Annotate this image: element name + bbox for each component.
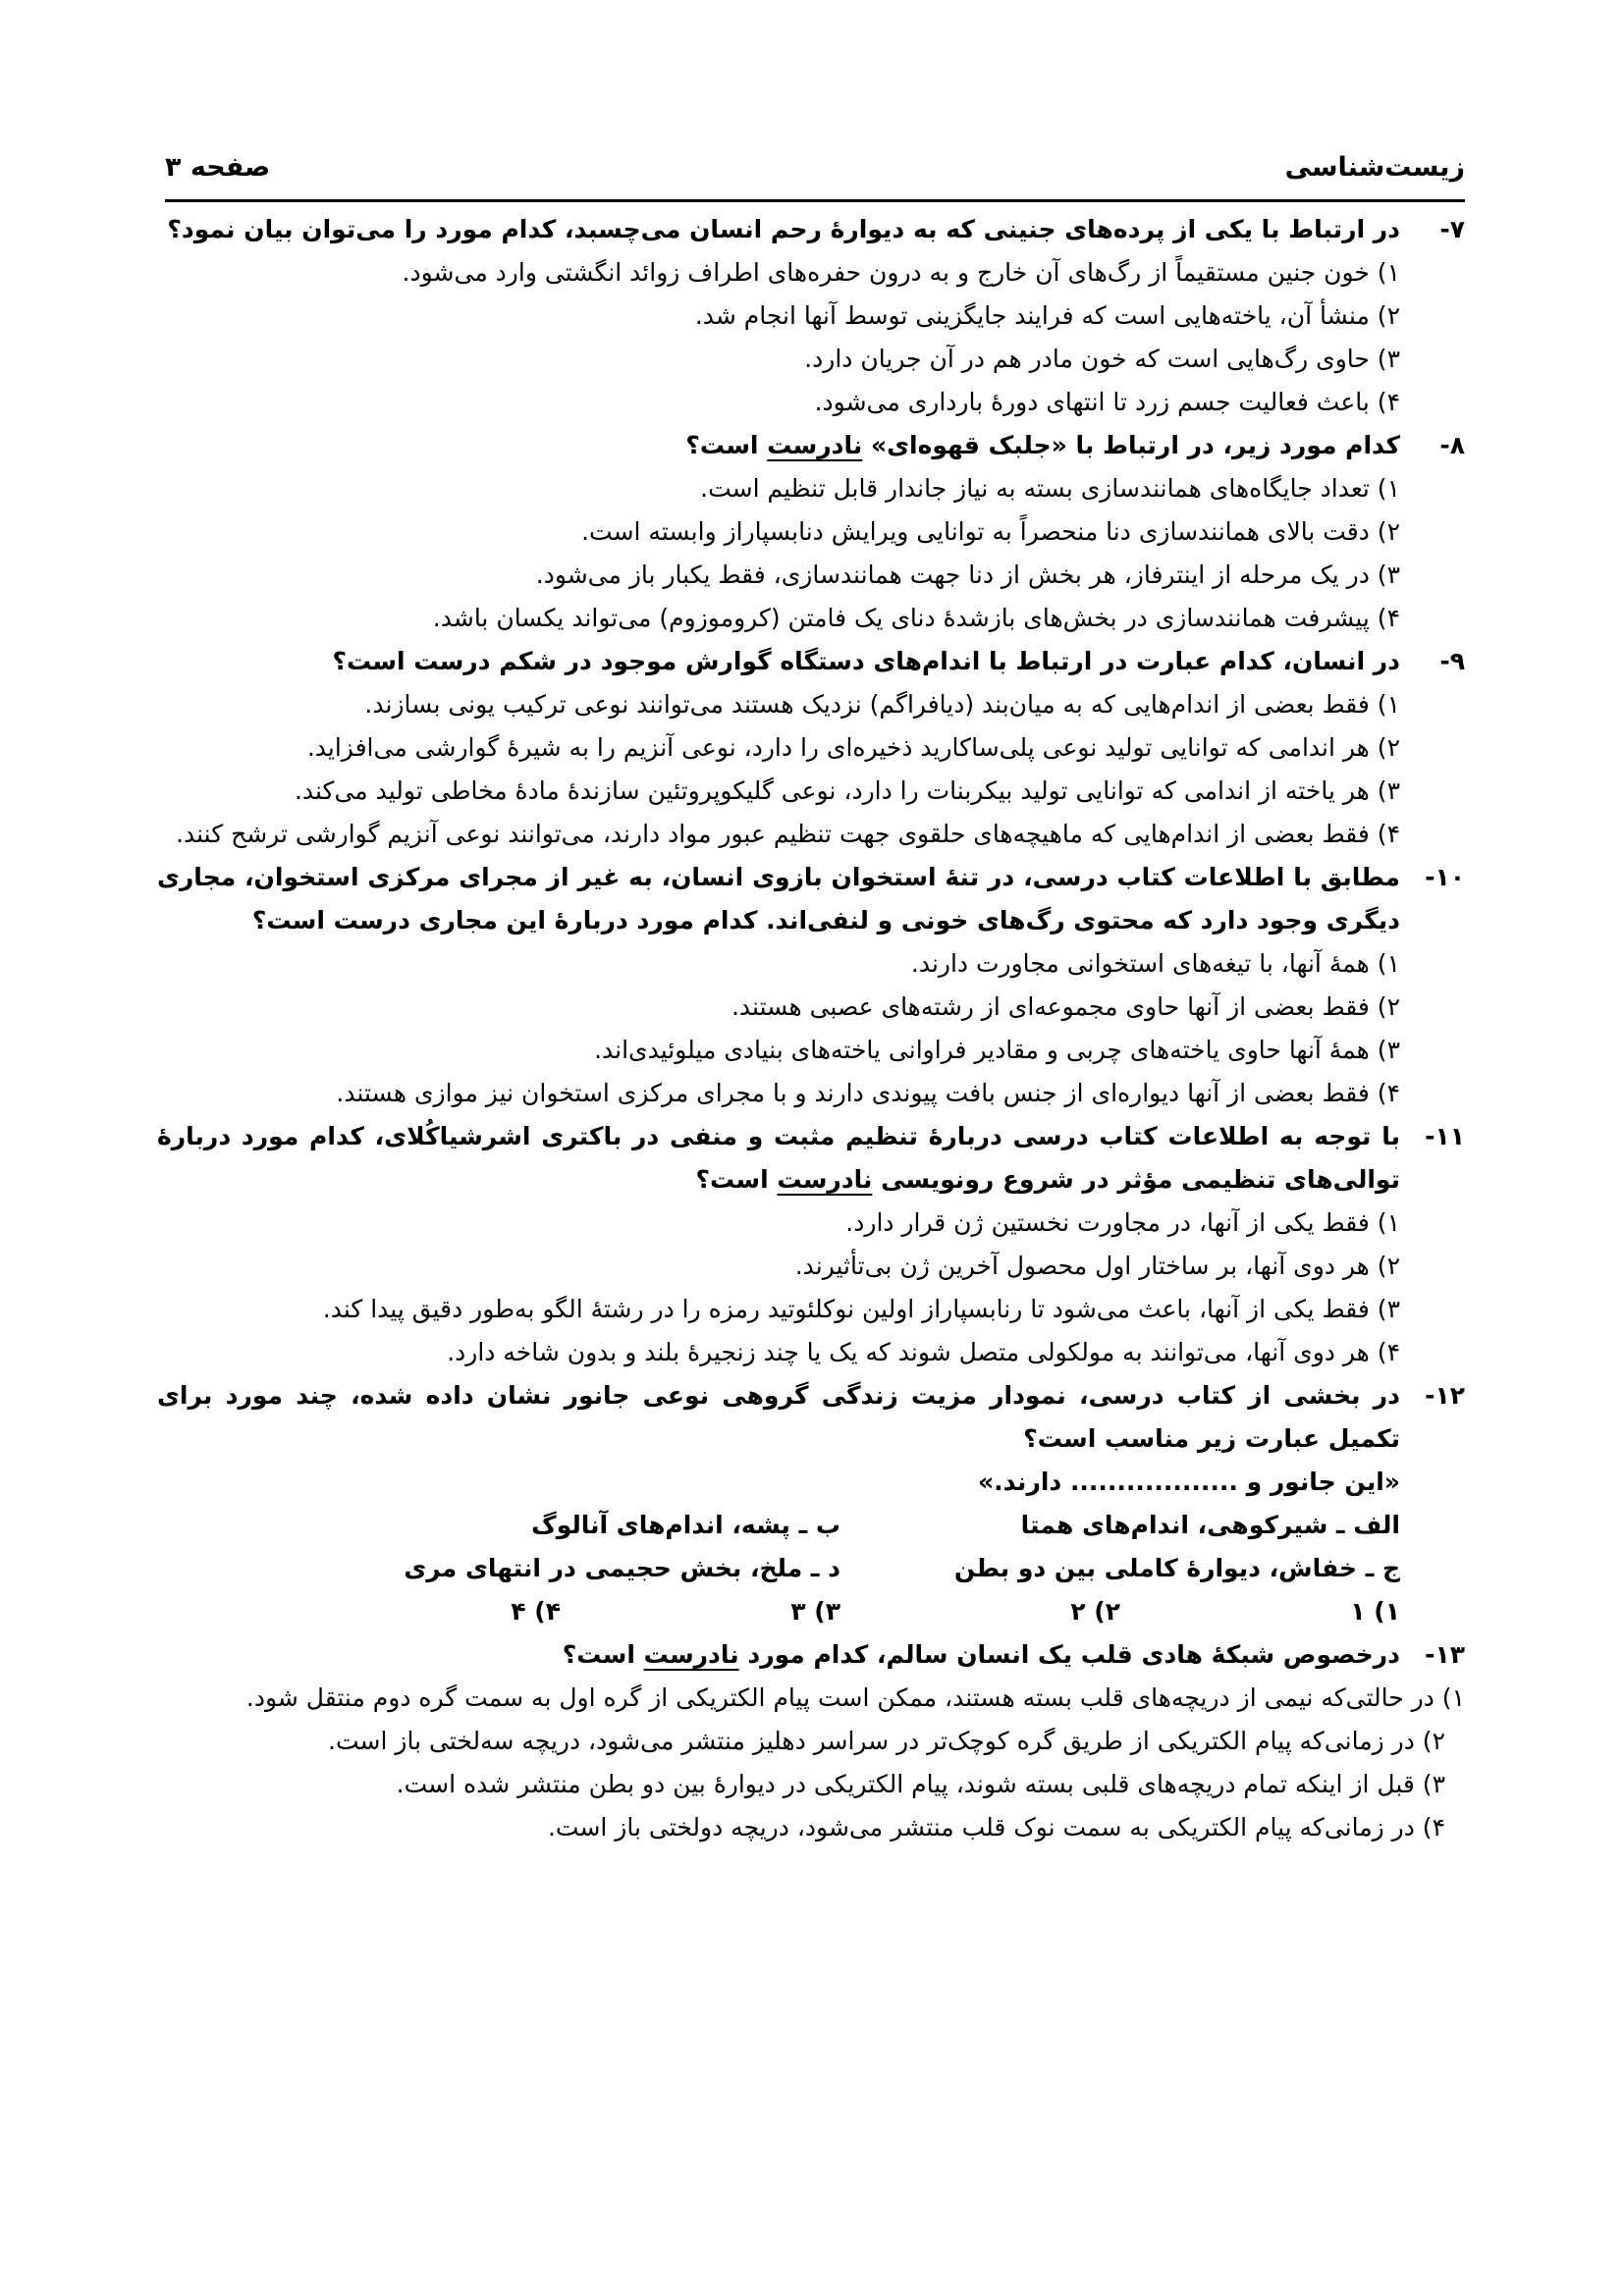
question-stem: در ارتباط با یکی از پرده‌های جنینی که به دیوارهٔ رحم انسان می‌چسبد، کدام مورد را می‌توان بیان نمود؟ xyxy=(167,215,1400,243)
item-be: ب ـ پشه، اندام‌های آنالوگ xyxy=(531,1511,840,1539)
stem-after: است؟ xyxy=(695,1165,769,1194)
question-stem xyxy=(157,1115,1400,1201)
option-4: ۴) ۴ xyxy=(511,1597,561,1626)
question-10 xyxy=(157,856,1465,1115)
option-3: ۳) در یک مرحله از اینترفاز، هر بخش از دنا جهت همانندسازی، فقط یکبار باز می‌شود. xyxy=(535,561,1400,589)
question-8 xyxy=(157,424,1465,640)
question-11 xyxy=(157,1115,1465,1374)
question-number: ۱۱- xyxy=(1425,1122,1465,1150)
option-2: ۲) در زمانی‌که پیام الکتریکی از طریق گره کوچک‌تر در سراسر دهلیز منتشر می‌شود، دریچه سه‌لختی باز است. xyxy=(328,1727,1445,1755)
question-number: ۱۳- xyxy=(1425,1640,1465,1669)
question-12 xyxy=(157,1374,1465,1633)
option-2: ۲) هر دوی آنها، بر ساختار اول محصول آخرین ژن بی‌تأثیرند. xyxy=(794,1252,1400,1280)
option-1: ۱) تعداد جایگاه‌های همانندسازی بسته به نیاز جاندار قابل تنظیم است. xyxy=(700,474,1400,503)
stem-underlined: نادرست xyxy=(767,431,863,459)
option-1: ۱) فقط بعضی از اندام‌هایی که به میان‌بند (دیافراگم) نزدیک هستند می‌توانند نوعی ترکیب یونی بسازند. xyxy=(364,690,1400,719)
option-2: ۲) دقت بالای همانندسازی دنا منحصراً به توانایی ویرایش دنابسپاراز وابسته است. xyxy=(581,517,1400,546)
option-3: ۳) قبل از اینکه تمام دریچه‌های قلبی بسته شوند، پیام الکتریکی در دیوارهٔ بین دو بطن منتشر شده است. xyxy=(396,1770,1445,1798)
option-3: ۳) حاوی رگ‌هایی است که خون مادر هم در آن جریان دارد. xyxy=(804,345,1400,373)
option-2: ۲) منشأ آن، یاخته‌هایی است که فرایند جایگزینی توسط آنها انجام شد. xyxy=(694,301,1400,330)
option-4: ۴) پیشرفت همانندسازی در بخش‌های بازشدهٔ دنای یک فامتن (کروموزوم) می‌تواند یکسان باشد. xyxy=(432,604,1400,632)
answer-options xyxy=(157,942,1400,1115)
subject-title: زیست‌شناسی xyxy=(1284,151,1465,183)
question-stem: در بخشی از کتاب درسی، نمودار مزیت زندگی گروهی نوعی جانور نشان داده شده، چند مورد برای تکمیل عبارت زیر مناسب است؟ xyxy=(157,1381,1400,1453)
question-stem: در انسان، کدام عبارت در ارتباط با اندام‌های دستگاه گوارش موجود در شکم درست است؟ xyxy=(332,647,1400,675)
fill-in-statement: «این جانور و .................. دارند.» xyxy=(977,1468,1400,1496)
option-1: ۱) ۱ xyxy=(1350,1597,1400,1626)
option-4: ۴) فقط بعضی از اندام‌هایی که ماهیچه‌های حلقوی جهت تنظیم عبور مواد دارند، می‌توانند نوعی آنزیم گوارشی ترشح کنند. xyxy=(176,820,1400,848)
questions-list xyxy=(157,208,1465,1849)
answer-options xyxy=(157,1677,1465,1849)
stem-after: است؟ xyxy=(562,1640,635,1669)
option-3: ۳) فقط یکی از آنها، باعث می‌شود تا رنابسپاراز اولین نوکلئوتید رمزه را در رشتهٔ الگو به‌طور دقیق پیدا کند. xyxy=(322,1295,1400,1323)
statement-items xyxy=(157,1504,1400,1590)
stem-after: است؟ xyxy=(685,431,759,459)
question-9 xyxy=(157,640,1465,856)
question-stem xyxy=(157,424,1400,467)
option-3: ۳) ۳ xyxy=(790,1597,840,1626)
option-2: ۲) فقط بعضی از آنها حاوی مجموعه‌ای از رشته‌های عصبی هستند. xyxy=(731,992,1400,1021)
option-3: ۳) هر یاخته از اندامی که توانایی تولید بیکربنات را دارد، نوعی گلیکوپروتئین سازندهٔ مادهٔ مخاطی تولید می‌کند. xyxy=(294,776,1400,805)
option-4: ۴) در زمانی‌که پیام الکتریکی به سمت نوک قلب منتشر می‌شود، دریچه دولختی باز است. xyxy=(547,1813,1445,1842)
page-number: صفحه ۳ xyxy=(165,151,271,183)
question-stem: مطابق با اطلاعات کتاب درسی، در تنهٔ استخوان بازوی انسان، به غیر از مجرای مرکزی استخوان، مجاری دیگری وجود دارد که محتوی رگ‌های خونی و لنفی‌اند. کدام مورد دربارهٔ این مجاری درست است؟ xyxy=(157,863,1400,934)
option-4: ۴) هر دوی آنها، می‌توانند به مولکولی متصل شوند که یک یا چند زنجیرهٔ بلند و بدون شاخه دارد. xyxy=(447,1338,1400,1366)
stem-before: درخصوص شبکهٔ هادی قلب یک انسان سالم، کدام مورد xyxy=(747,1640,1400,1669)
item-dal: د ـ ملخ، بخش حجیمی در انتهای مری xyxy=(404,1554,840,1582)
question-number: ۷- xyxy=(1439,215,1465,243)
answer-options xyxy=(157,251,1400,424)
question-number: ۱۰- xyxy=(1425,863,1465,891)
option-3: ۳) همهٔ آنها حاوی یاخته‌های چربی و مقادیر فراوانی یاخته‌های بنیادی میلوئیدی‌اند. xyxy=(594,1036,1400,1064)
question-stem xyxy=(157,1633,1400,1677)
option-1: ۱) خون جنین مستقیماً از رگ‌های آن خارج و به درون حفره‌های اطراف زوائد انگشتی وارد می‌شود. xyxy=(402,258,1400,287)
option-1: ۱) فقط یکی از آنها، در مجاورت نخستین ژن قرار دارد. xyxy=(845,1208,1400,1237)
question-number: ۸- xyxy=(1439,431,1465,459)
option-1: ۱) همهٔ آنها، با تیغه‌های استخوانی مجاورت دارند. xyxy=(910,949,1400,978)
item-alef: الف ـ شیرکوهی، اندام‌های همتا xyxy=(1020,1511,1400,1539)
option-2: ۲) هر اندامی که توانایی تولید نوعی پلی‌ساکارید ذخیره‌ای را دارد، نوعی آنزیم را به شیرهٔ گوارشی می‌افزاید. xyxy=(306,733,1400,762)
question-7 xyxy=(157,208,1465,424)
question-number: ۹- xyxy=(1439,647,1465,675)
answer-options xyxy=(157,683,1400,856)
answer-options xyxy=(157,1201,1400,1374)
stem-underlined: نادرست xyxy=(643,1640,739,1669)
answer-options xyxy=(157,467,1400,640)
answer-options xyxy=(157,1590,1400,1633)
option-2: ۲) ۲ xyxy=(1070,1597,1120,1626)
stem-underlined: نادرست xyxy=(777,1165,873,1194)
header-divider xyxy=(165,199,1465,202)
stem-before: با توجه به اطلاعات کتاب درسی دربارهٔ تنظیم مثبت و منفی در باکتری اشرشیاکُلای، کدام مورد دربارهٔ توالی‌های تنظیمی مؤثر در شروع رونویسی xyxy=(157,1122,1400,1194)
option-1: ۱) در حالتی‌که نیمی از دریچه‌های قلب بسته هستند، ممکن است پیام الکتریکی از گره اول به سمت گره دوم منتقل شود. xyxy=(245,1683,1465,1712)
question-13 xyxy=(157,1633,1465,1849)
option-4: ۴) باعث فعالیت جسم زرد تا انتهای دورهٔ بارداری می‌شود. xyxy=(814,388,1400,416)
question-number: ۱۲- xyxy=(1425,1381,1465,1410)
item-jim: ج ـ خفاش، دیوارهٔ کاملی بین دو بطن xyxy=(953,1554,1400,1582)
page-header xyxy=(165,147,1465,187)
stem-before: کدام مورد زیر، در ارتباط با «جلبک قهوه‌ای» xyxy=(870,431,1400,459)
option-4: ۴) فقط بعضی از آنها دیواره‌ای از جنس بافت پیوندی دارند و با مجرای مرکزی استخوان نیز موازی هستند. xyxy=(336,1079,1400,1107)
